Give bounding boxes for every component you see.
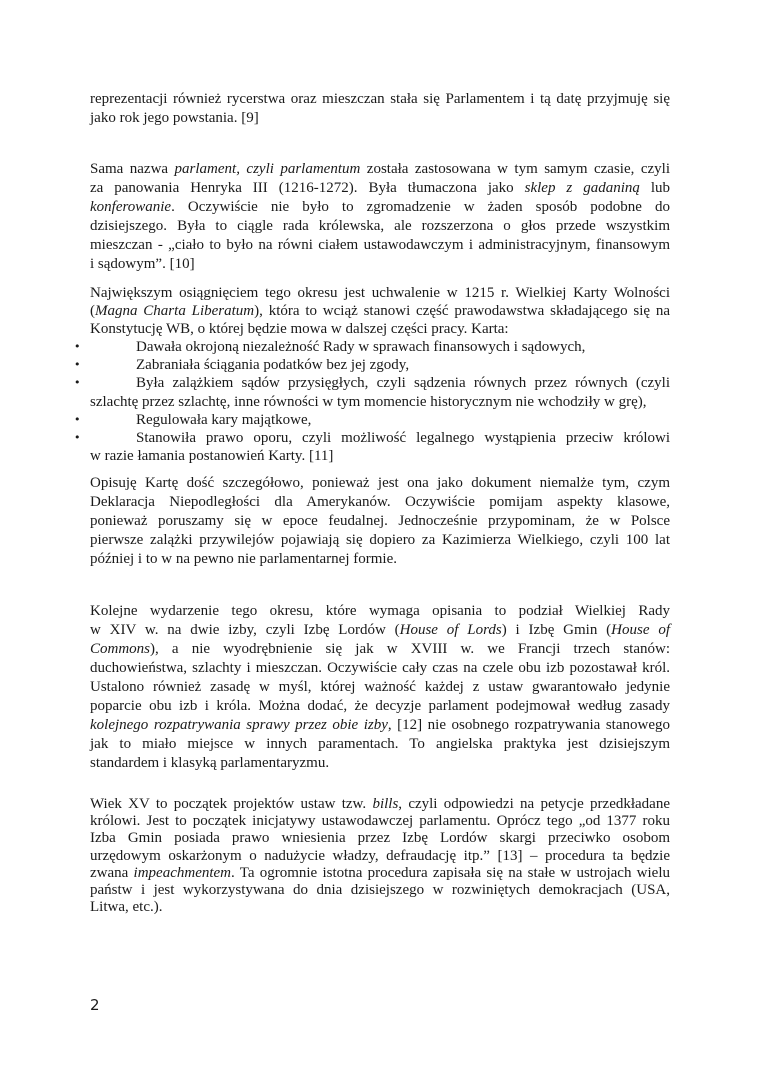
paragraph bbox=[90, 474, 670, 569]
text-line bbox=[90, 796, 670, 813]
italic-text: House of bbox=[611, 622, 670, 638]
text-line bbox=[90, 882, 670, 899]
text-line bbox=[90, 899, 670, 916]
bullet-icon: • bbox=[74, 376, 81, 390]
text: Regulowała kary majątkowe, bbox=[136, 411, 312, 428]
italic-text: kolejnego rozpatrywania sprawy przez obie izby bbox=[90, 717, 388, 733]
text: standardem i klasyką parlamentaryzmu. bbox=[90, 755, 330, 771]
text: i sądowym”. [10] bbox=[90, 256, 195, 272]
text: , czyli odpowiedzi na petycje przedkładane bbox=[398, 796, 670, 812]
text: za panowania Henryka III (1216-1272). Była tłumaczona jako bbox=[90, 180, 525, 196]
text-line bbox=[90, 179, 670, 198]
text: pierwsze zalążki przywilejów pojawiają się dopiero za Kazimierza Wielkiego, czyli 100 lat bbox=[90, 532, 670, 548]
text-line bbox=[90, 865, 670, 882]
italic-text: Magna Charta Liberatum bbox=[95, 303, 255, 320]
italic-text: Commons bbox=[90, 641, 151, 657]
italic-text: impeachmentem bbox=[133, 864, 232, 881]
text-line bbox=[90, 109, 670, 128]
text-line bbox=[90, 697, 670, 716]
text: Kolejne wydarzenie tego okresu, które wymaga opisania to podział Wielkiej Rady bbox=[90, 603, 670, 619]
text-line bbox=[90, 255, 670, 274]
text: Sama nazwa bbox=[90, 161, 175, 177]
text: lub bbox=[639, 180, 671, 196]
list-item-line bbox=[74, 374, 670, 392]
text: państw i jest wykorzystywana do dnia dzisiejszego w rozwiniętych demokracjach (USA, bbox=[90, 881, 670, 898]
list-item-line bbox=[74, 356, 670, 374]
bullet-icon: • bbox=[74, 340, 81, 354]
text-line bbox=[90, 236, 670, 255]
text: ( bbox=[90, 303, 95, 320]
paragraph bbox=[90, 90, 670, 128]
text: później i to w na pewno nie parlamentarnej formie. bbox=[90, 551, 397, 567]
text: ), a nie wyodrębnienie się jak w XVIII w. we Francji trzech stanów: bbox=[150, 641, 670, 657]
text: Konstytucję WB, o której będzie mowa w dalszej części pracy. Karta: bbox=[90, 321, 509, 338]
text-line bbox=[90, 678, 670, 697]
text: Deklaracja Niepodległości dla Amerykanów. Oczywiście pomijam aspekty klasowe, bbox=[90, 494, 670, 510]
text: Wiek XV to początek projektów ustaw tzw. bbox=[90, 796, 373, 812]
text: Dawała okrojoną niezależność Rady w sprawach finansowych i sądowych, bbox=[136, 339, 586, 356]
text-line bbox=[90, 550, 670, 569]
text: dzisiejszego. Była to ciągle rada królewska, ale rozszerzona o głos przede wszystkim bbox=[90, 218, 670, 234]
bullet-icon: • bbox=[74, 412, 81, 426]
text: Ustalono również zasadę w myśl, której ważność każdej z ustaw gwarantowało jedynie bbox=[90, 679, 670, 695]
text-line bbox=[90, 217, 670, 236]
text-line bbox=[90, 621, 670, 640]
italic-text: sklep z gadaniną bbox=[524, 180, 640, 196]
text-line bbox=[90, 160, 670, 179]
text-line bbox=[90, 813, 670, 830]
text-line bbox=[90, 393, 670, 411]
text-line bbox=[90, 602, 670, 621]
text: w XIV w. na dwie izby, czyli Izbę Lordów ( bbox=[90, 622, 400, 638]
text: ) i Izbę Gmin ( bbox=[501, 622, 612, 638]
text-line bbox=[90, 531, 670, 550]
text: . Oczywiście nie było to zgromadzenie w żaden sposób podobne do bbox=[171, 199, 670, 215]
text: . Ta ogromnie istotna procedura zapisała się na stałe w ustrojach wielu bbox=[231, 864, 671, 881]
paragraph bbox=[90, 602, 670, 773]
italic-text: konferowanie bbox=[90, 199, 172, 215]
bullet-icon: • bbox=[74, 430, 81, 444]
text-line bbox=[90, 735, 670, 754]
text: , [12] nie osobnego rozpatrywania stanowego bbox=[387, 717, 670, 733]
text-line bbox=[90, 640, 670, 659]
text: Była zalążkiem sądów przysięgłych, czyli sądzenia równych przez równych (czyli bbox=[136, 375, 670, 392]
paragraph bbox=[90, 160, 670, 274]
text-line bbox=[90, 659, 670, 678]
text: w razie łamania postanowień Karty. [11] bbox=[90, 447, 334, 464]
text: urzędowym oskarżonym o nadużycie władzy, defraudację itp.” [13] – procedura ta będzie bbox=[90, 847, 670, 864]
list-item-line bbox=[74, 429, 670, 447]
text-line bbox=[90, 447, 670, 465]
italic-text: House of Lords bbox=[399, 622, 502, 638]
text-line bbox=[90, 474, 670, 493]
text: szlachtę przez szlachtę, inne równości w tym momencie historycznym nie wchodziły w grę), bbox=[90, 393, 647, 410]
text-line bbox=[90, 493, 670, 512]
text: Izba Gmin posiada prawo wniesienia przez Izbę Lordów skargi przeciwko osobom bbox=[90, 830, 670, 847]
text: mieszczan - „ciało to było na równi ciałem ustawodawczym i administracyjnym, finansowym bbox=[90, 237, 670, 253]
text: królowi. Jest to początek inicjatywy ustawodawczej parlamentu. Oprócz tego „od 1377 roku bbox=[90, 813, 670, 830]
text: Opisuję Kartę dość szczegółowo, ponieważ jest ona jako dokument niemalże tym, czym bbox=[90, 475, 670, 491]
text-line bbox=[90, 830, 670, 847]
text: reprezentacji również rycerstwa oraz mieszczan stała się Parlamentem i tą datę przyjmuję się bbox=[90, 91, 670, 107]
text-line bbox=[90, 320, 670, 338]
text-line bbox=[90, 848, 670, 865]
italic-text: bills bbox=[372, 796, 399, 812]
text: Największym osiągnięciem tego okresu jest uchwalenie w 1215 r. Wielkiej Karty Wolności bbox=[90, 285, 670, 301]
text: jak to miało miejsce w innych paramentach. To angielska praktyka jest dzisiejszym bbox=[90, 736, 670, 752]
paragraph bbox=[90, 796, 670, 916]
text-line bbox=[90, 716, 670, 735]
text: Zabraniała ściągania podatków bez jej zgody, bbox=[136, 357, 410, 374]
text: została zastosowana w tym samym czasie, czyli bbox=[360, 161, 670, 177]
text-line bbox=[90, 90, 670, 109]
text: Stanowiła prawo oporu, czyli możliwość legalnego wystąpienia przeciw królowi bbox=[136, 429, 670, 446]
text-line bbox=[90, 302, 670, 320]
text-line bbox=[90, 512, 670, 531]
text: jako rok jego powstania. [9] bbox=[90, 110, 259, 126]
text: ), która to wciąż stanowi część prawodawstwa składającego się na bbox=[254, 303, 671, 320]
text: Litwa, etc.). bbox=[90, 899, 163, 916]
text-line bbox=[90, 198, 670, 217]
text-line bbox=[90, 284, 670, 302]
text-line bbox=[90, 754, 670, 773]
text: ponieważ poruszamy się w epoce feudalnej. Jednocześnie przypominam, że w Polsce bbox=[90, 513, 670, 529]
text: poparcie obu izb i króla. Można dodać, że decyzje parlament podejmował według zasady bbox=[90, 698, 670, 714]
text: zwana bbox=[90, 864, 134, 881]
bullet-icon: • bbox=[74, 358, 81, 372]
text: duchowieństwa, szlachty i mieszczan. Oczywiście cały czas na czele obu izb pozostawał król. bbox=[90, 660, 670, 676]
italic-text: parlament, czyli parlamentum bbox=[174, 161, 361, 177]
paragraph-with-list bbox=[74, 284, 671, 465]
list-item-line bbox=[74, 338, 670, 356]
list-item-line bbox=[74, 411, 670, 429]
page-number: 2 bbox=[90, 996, 100, 1014]
